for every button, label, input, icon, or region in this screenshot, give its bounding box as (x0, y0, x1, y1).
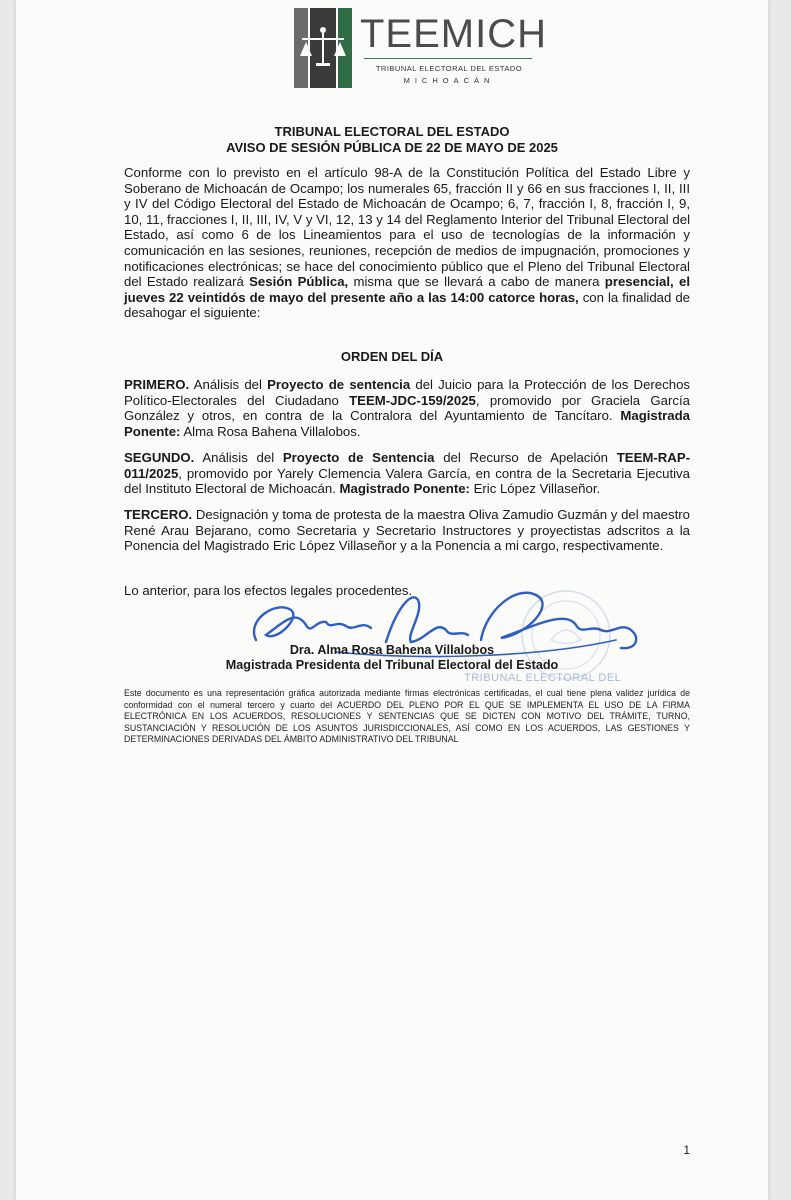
agenda-item-text: Alma Rosa Bahena Villalobos. (180, 423, 361, 439)
agenda-item-bold: Magistrado Ponente: (339, 481, 470, 497)
agenda-item-label: SEGUNDO. (124, 450, 195, 465)
electronic-signature-note: Este documento es una representación gráfica autorizada mediante firmas electrónicas certificadas, el cual tiene plena validez jurídica de conformidad con el numeral tercero y cuarto del ACUERDO DEL PLENO POR EL QUE SE IMPLEMENTA EL USO DE LA FIRMA ELECTRÓNICA EN LOS ACUERDOS, RESOLUCIONES Y SENTENCIAS QUE SE DICTEN CON MOTIVO DEL TRÁMITE, TURNO, SUSTANCIACIÓN Y RESOLUCIÓN DE LOS ASUNTOS JURISDICCIONALES, ASÍ COMO EN LOS ACUERDOS, LAS GESTIONES Y DETERMINACIONES DERIVADAS DEL ÁMBITO ADMINISTRATIVO DEL TRIBUNAL (124, 688, 690, 745)
logo-divider (364, 58, 532, 59)
document-page (16, 0, 768, 1200)
agenda-item-bold: Magistrada Ponente: (124, 408, 690, 439)
intro-bold-2: presencial, el jueves 22 veintidós de mayo del presente año a las 14:00 catorce horas, (124, 274, 690, 305)
agenda-item-text: , promovido por Yarely Clemencia Valera García, en contra de la Secretaria Ejecutiva del Instituto Electoral de Michoacán. (124, 465, 690, 497)
agenda-item-bold: Proyecto de Sentencia (282, 450, 435, 465)
agenda-item-label: PRIMERO. (124, 377, 190, 392)
agenda-item-text: Eric López Villaseñor. (469, 481, 601, 497)
agenda-item-label: TERCERO. (124, 507, 193, 522)
heading-line-2: AVISO DE SESIÓN PÚBLICA DE 22 DE MAYO DE 2025 (226, 140, 558, 155)
case-number: TEEM-JDC-159/2025 (349, 392, 476, 408)
agenda-item-bold: Proyecto de sentencia (267, 377, 411, 392)
heading-line-1: TRIBUNAL ELECTORAL DEL ESTADO (274, 124, 510, 139)
agenda-item-text: del Recurso de Apelación (434, 450, 617, 465)
agenda-item-segundo (124, 450, 690, 497)
logo-subtitle-state: MICHOACÁN (403, 76, 495, 85)
case-number: TEEM-RAP-011/2025 (124, 450, 691, 481)
seal-caption: TRIBUNAL ELECTORAL DEL (464, 672, 622, 684)
agenda-item-text: del Juicio para la Protección de los Derechos Político-Electorales del Ciudadano (124, 377, 690, 408)
teemich-logo (294, 8, 547, 90)
closing-line: Lo anterior, para los efectos legales procedentes. (124, 583, 413, 598)
intro-bold-1: Sesión Pública, (249, 274, 349, 290)
intro-text-3: con la finalidad de desahogar el siguiente: (124, 289, 690, 321)
logo-subtitle: TRIBUNAL ELECTORAL DEL ESTADO (375, 64, 523, 73)
page-number: 1 (683, 1143, 690, 1157)
scales-of-justice-logo-icon (294, 8, 352, 88)
agenda-item-text: Análisis del (194, 450, 283, 465)
agenda-item-text: , promovido por Graciela García González y otros, en contra de la Contralora del Ayuntamiento de Tancítaro. (124, 392, 690, 424)
agenda-item-primero (124, 377, 690, 439)
signatory-role: Magistrada Presidenta del Tribunal Electoral del Estado (225, 658, 559, 672)
agenda-item-text: Análisis del (189, 377, 268, 392)
intro-text-2: misma que se llevará a cabo de manera (348, 274, 605, 290)
agenda-item-tercero (124, 507, 690, 554)
agenda-title: ORDEN DEL DÍA (340, 349, 444, 364)
logo-wordmark: TEEMICH (360, 12, 547, 56)
intro-paragraph (124, 165, 690, 321)
agenda-item-text: Designación y toma de protesta de la maestra Oliva Zamudio Guzmán y del maestro René Arau Bejarano, como Secretaria y Secretario Instructores y proyectistas adscritos a la Ponencia del Magistrado Eric López Villaseñor y a la Ponencia a mi cargo, respectivamente. (124, 507, 690, 554)
signatory-name: Dra. Alma Rosa Bahena Villalobos (289, 643, 495, 657)
intro-text-1: Conforme con lo previsto en el artículo 98-A de la Constitución Política del Estado Libre y Soberano de Michoacán de Ocampo; los numerales 65, fracción II y 66 en sus fracciones I, II, III y IV del Código Electoral del Estado de Michoacán de Ocampo; 6, 7, fracción I, 8, fracción I, 9, 10, 11, fracciones I, II, III, IV, V y VI, 12, 13 y 14 del Reglamento Interior del Tribunal Electoral del Estado, así como 6 de los Lineamientos para el uso de tecnologías de la información y comunicación en las sesiones, reuniones, recepción de medios de impugnación, promociones y notificaciones electrónicas; se hace del conocimiento público que el Pleno del Tribunal Electoral del Estado realizará (124, 165, 690, 290)
